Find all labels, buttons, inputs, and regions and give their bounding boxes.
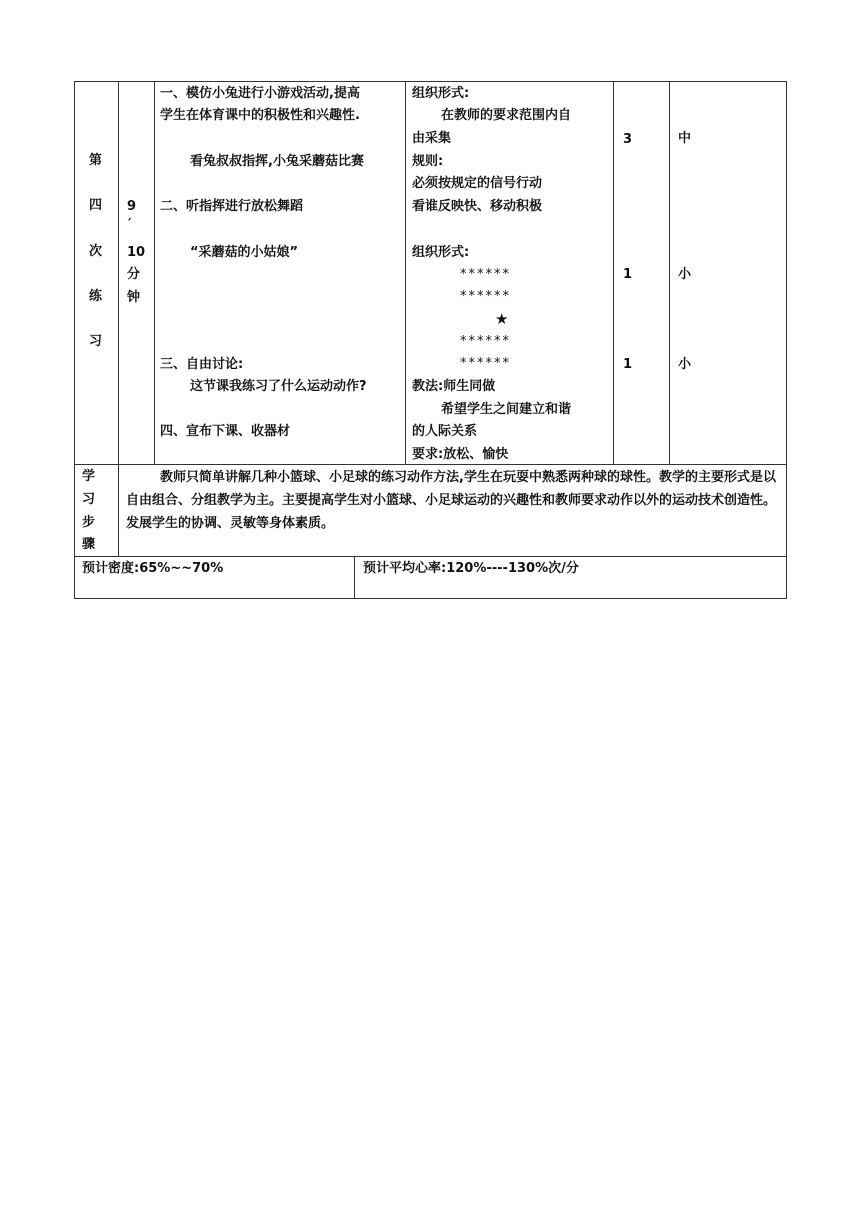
study-steps-label-char: 骤	[82, 537, 96, 552]
section-label-char: 练	[89, 289, 103, 304]
org-title-1: 组织形式:	[412, 86, 470, 101]
expected-density: 预计密度:65%~~70%	[82, 561, 224, 576]
content-item-3-sub: 这节课我练习了什么运动动作?	[190, 379, 367, 394]
time-unit: 钟	[127, 290, 141, 305]
content-item-2-sub: “采蘑菇的小姑娘”	[190, 245, 299, 260]
table-bottom-border	[74, 598, 787, 599]
org-title-2: 组织形式:	[412, 245, 470, 260]
time-mark: ′	[128, 217, 132, 232]
teaching-method: 教法:师生同做	[412, 379, 496, 394]
repeat-count: 1	[623, 267, 633, 282]
rules-title: 规则:	[412, 154, 444, 169]
hope-text: 的人际关系	[412, 424, 478, 439]
org-text: 在教师的要求范围内自	[441, 108, 572, 123]
teacher-star-icon: ★	[495, 310, 509, 328]
expected-heart-rate: 预计平均心率:120%----130%次/分	[363, 561, 579, 576]
intensity-level: 小	[678, 267, 692, 282]
table-right-border	[786, 81, 787, 599]
content-item-4: 四、宣布下课、收器材	[160, 424, 291, 439]
repeat-count: 3	[623, 132, 633, 147]
time-value-2: 10	[127, 245, 146, 260]
student-formation-row: ******	[460, 289, 511, 304]
col-divider-count	[669, 81, 670, 465]
table-left-border	[74, 81, 75, 599]
study-steps-label-char: 习	[82, 492, 96, 507]
content-item-1-cont: 学生在体育课中的积极性和兴趣性.	[160, 108, 360, 123]
row-divider-2	[74, 556, 787, 557]
content-item-3: 三、自由讨论:	[160, 357, 244, 372]
col-divider-section	[118, 81, 119, 557]
student-formation-row: ******	[460, 267, 511, 282]
section-label-char: 第	[89, 153, 103, 168]
study-steps-label-char: 步	[82, 515, 96, 530]
section-label-char: 次	[89, 244, 103, 259]
time-value: 9	[127, 199, 137, 214]
content-item-1-sub: 看兔叔叔指挥,小兔采蘑菇比赛	[190, 154, 364, 169]
student-formation-row: ******	[460, 356, 511, 371]
row-divider-1	[74, 464, 787, 465]
study-steps-text: 教师只简单讲解几种小篮球、小足球的练习动作方法,学生在玩耍中熟悉两种球的球性。教学的主要形式是以自由组合、分组教学为主。主要提高学生对小篮球、小足球运动的兴趣性和教师要求动作以外的运动技术创造性。发展学生的协调、灵敏等身体素质。	[126, 470, 777, 531]
content-item-2: 二、听指挥进行放松舞蹈	[160, 199, 304, 214]
content-item-1: 一、模仿小兔进行小游戏活动,提高	[160, 86, 360, 101]
section-label-char: 四	[89, 198, 103, 213]
col-divider-time	[154, 81, 155, 465]
student-formation-row: ******	[460, 334, 511, 349]
col-divider-content	[405, 81, 406, 465]
section-label-char: 习	[89, 334, 103, 349]
time-unit: 分	[127, 267, 141, 282]
intensity-level: 中	[678, 131, 692, 146]
rules-text: 必须按规定的信号行动	[412, 176, 543, 191]
rules-text: 看谁反映快、移动积极	[412, 199, 543, 214]
org-text: 由采集	[412, 131, 452, 146]
col-divider-org	[613, 81, 614, 465]
intensity-level: 小	[678, 357, 692, 372]
table-top-border	[74, 81, 787, 82]
col-divider-footer	[354, 556, 355, 599]
hope-text: 希望学生之间建立和谐	[441, 402, 572, 417]
study-steps-label-char: 学	[82, 469, 96, 484]
repeat-count: 1	[623, 357, 633, 372]
requirement-text: 要求:放松、愉快	[412, 447, 509, 462]
